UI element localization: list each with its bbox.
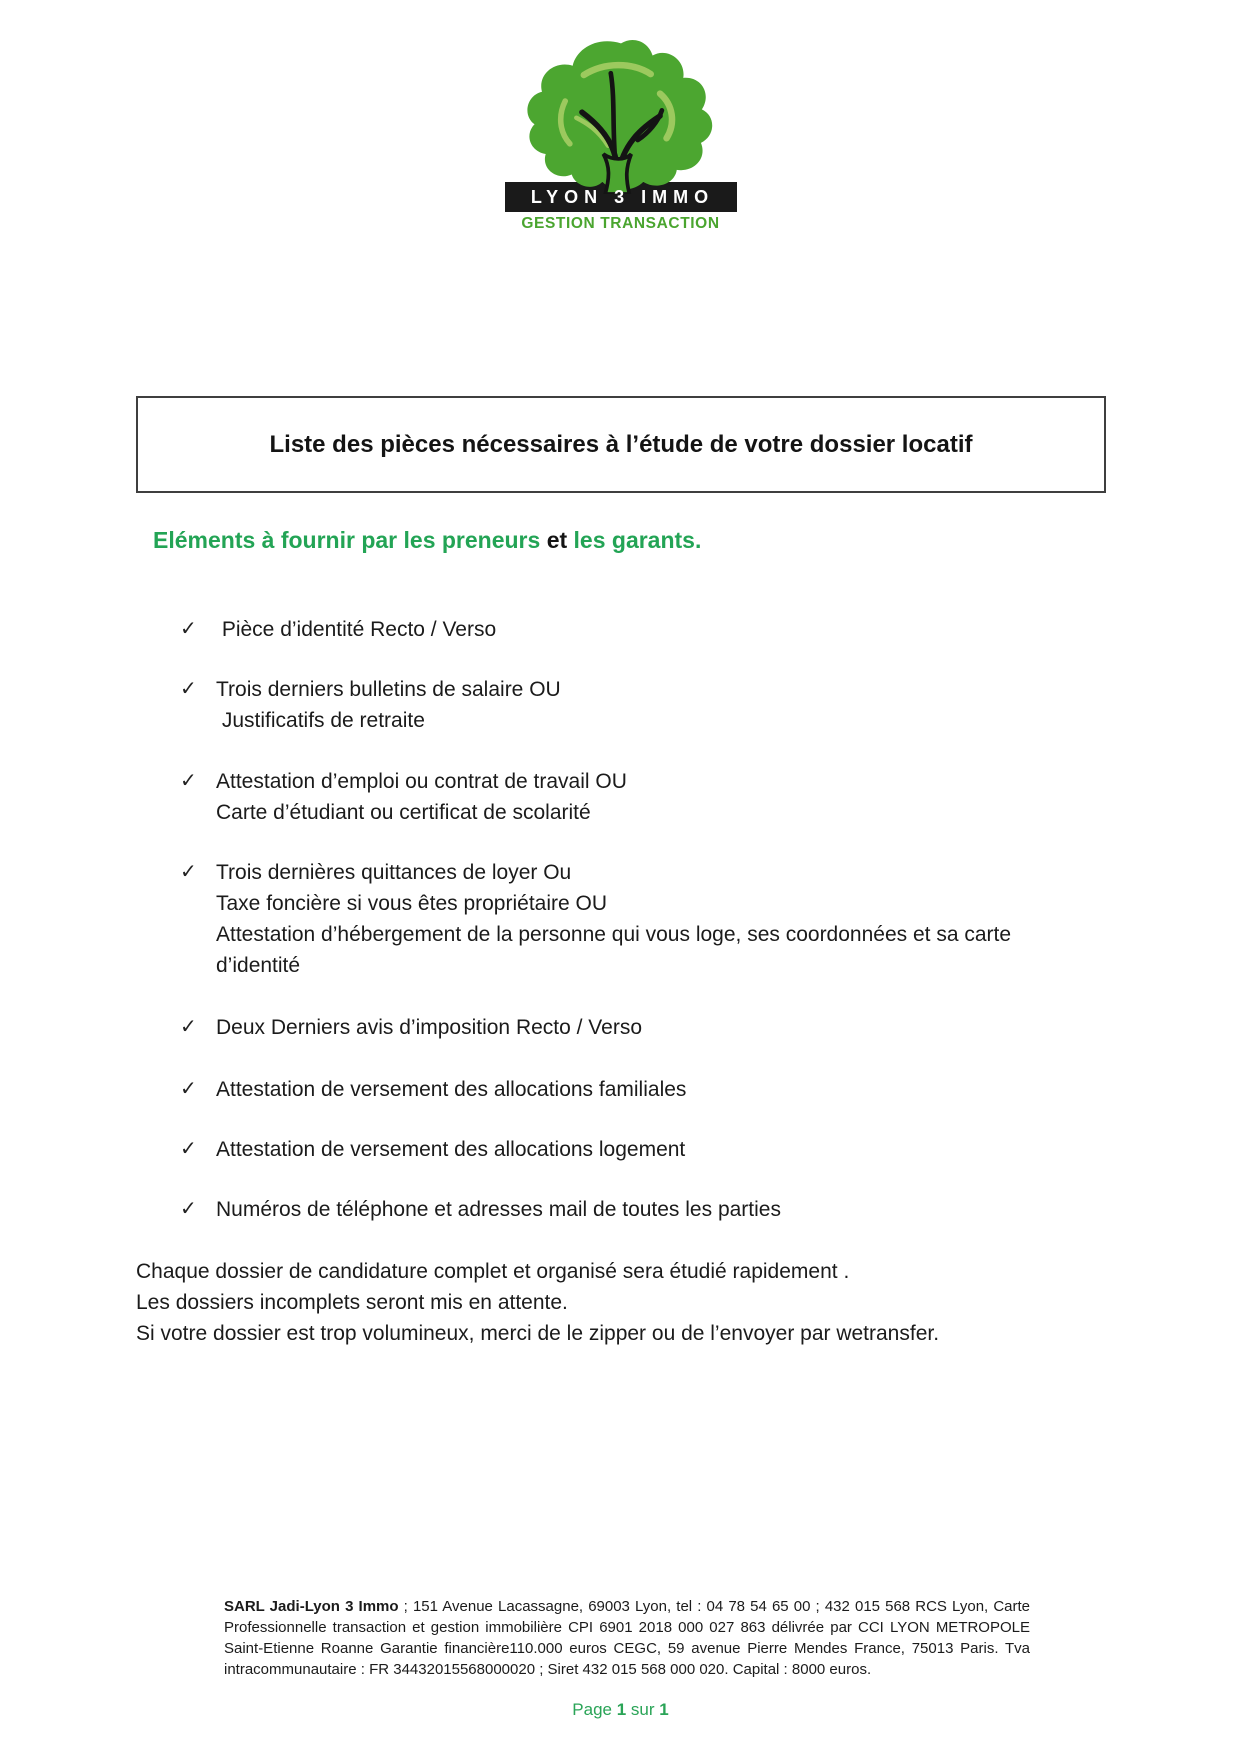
checklist-item-text: Attestation de versement des allocations logement [216, 1138, 686, 1161]
closing-paragraph [136, 1256, 1116, 1349]
checklist-item-text: Taxe foncière si vous êtes propriétaire OU [216, 892, 608, 915]
legal-footer-line: Professionnelle transaction et gestion immobilière CPI 6901 2018 000 027 863 délivrée par CCI LYON METROPOLE [224, 1619, 1030, 1636]
lyon3immo-logo [505, 36, 737, 233]
closing-line: Chaque dossier de candidature complet et organisé sera étudié rapidement . [136, 1260, 850, 1283]
checklist-item-text: Trois dernières quittances de loyer Ou [216, 861, 572, 884]
checklist-item-text: d’identité [216, 954, 301, 977]
legal-footer-line: intracommunautaire : FR 34432015568000020 ; Siret 432 015 568 000 020. Capital : 8000 euros. [224, 1661, 872, 1678]
checkmark-icon: ✓ [180, 678, 197, 700]
page-number-prefix: Page [572, 1700, 617, 1719]
closing-line: Les dossiers incomplets seront mis en attente. [136, 1291, 568, 1314]
checklist-item [168, 1074, 686, 1105]
checklist-item [168, 674, 561, 736]
checklist-item-text: Numéros de téléphone et adresses mail de toutes les parties [216, 1198, 781, 1221]
subtitle-part-green-1: Eléments à fournir par les preneurs [153, 527, 547, 553]
checklist-item-text: Attestation de versement des allocations familiales [216, 1078, 687, 1101]
subtitle-part-black: et [546, 527, 568, 553]
current-page-number: 1 [616, 1700, 627, 1719]
total-page-number: 1 [659, 1700, 669, 1719]
title-box [136, 396, 1106, 493]
checkmark-icon: ✓ [180, 1078, 197, 1100]
page-number [0, 1700, 1241, 1720]
checklist-item-text: Pièce d’identité Recto / Verso [216, 618, 497, 641]
page-number-separator: sur [626, 1700, 660, 1719]
logo-band-label: LYON 3 IMMO [505, 182, 737, 212]
checklist-item [168, 1012, 642, 1043]
checklist-item-text: Justificatifs de retraite [216, 709, 425, 732]
subtitle-part-green-2: les garants. [567, 527, 702, 553]
checklist-item-text: Attestation d’emploi ou contrat de travail OU [216, 770, 627, 793]
document-title: Liste des pièces nécessaires à l’étude de votre dossier locatif [269, 430, 973, 458]
section-subtitle [153, 527, 701, 554]
legal-footer-text: ; 151 Avenue Lacassagne, 69003 Lyon, tel : 04 78 54 65 00 ; 432 015 568 RCS Lyon, Carte [398, 1598, 1030, 1615]
closing-line: Si votre dossier est trop volumineux, merci de le zipper ou de l’envoyer par wetransfer. [136, 1322, 940, 1345]
checklist-item-text: Deux Derniers avis d’imposition Recto / Verso [216, 1016, 643, 1039]
checklist-item [168, 857, 1011, 981]
checkmark-icon: ✓ [180, 861, 197, 883]
checklist-item-text: Trois derniers bulletins de salaire OU [216, 678, 561, 701]
tree-logo-icon [511, 36, 731, 194]
checkmark-icon: ✓ [180, 1138, 197, 1160]
checklist-item [168, 1134, 685, 1165]
legal-footer [224, 1596, 1030, 1680]
checklist-item [168, 614, 496, 645]
checkmark-icon: ✓ [180, 1016, 197, 1038]
checkmark-icon: ✓ [180, 770, 197, 792]
checklist-item [168, 766, 627, 828]
legal-footer-line: Saint-Etienne Roanne Garantie financière110.000 euros CEGC, 59 avenue Pierre Mendes France, 75013 Paris. Tva [224, 1640, 1030, 1657]
checkmark-icon: ✓ [180, 1198, 197, 1220]
checklist-item-text: Carte d’étudiant ou certificat de scolarité [216, 801, 591, 824]
checklist-item [168, 1194, 781, 1225]
company-name: SARL Jadi-Lyon 3 Immo [224, 1598, 399, 1615]
checkmark-icon: ✓ [180, 618, 197, 640]
legal-footer-line [224, 1596, 1030, 1617]
checklist-item-text: Attestation d’hébergement de la personne qui vous loge, ses coordonnées et sa carte [216, 923, 1012, 946]
logo-tagline: GESTION TRANSACTION [521, 215, 720, 232]
